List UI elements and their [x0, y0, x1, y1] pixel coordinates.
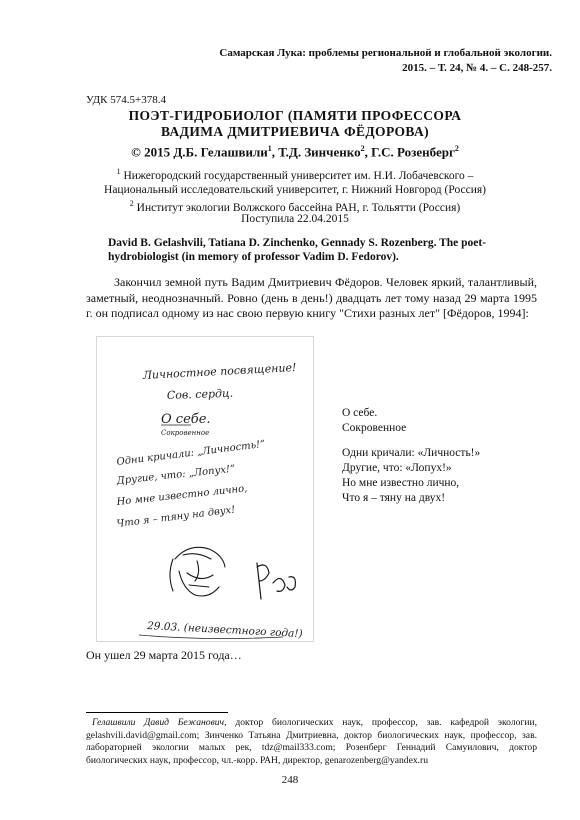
- affiliation-1: [60, 165, 530, 183]
- author-3: , Г.С. Розенберг: [364, 144, 455, 160]
- poem-line-1: Одни кричали: «Личность!»: [342, 447, 481, 459]
- sketch-drawing: [170, 547, 225, 596]
- author-2-affiliation: 2: [360, 144, 365, 153]
- title-line-2: ВАДИМА ДМИТРИЕВИЧА ФЁДОРОВА): [160, 124, 430, 139]
- body-paragraph: Закончил земной путь Вадим Дмитриевич Фёдоров. Человек яркий, талантливый, заметный, неоднозначный. Ровно (день в день!) двадцать лет тому назад 29 марта 1995 г. он подписал одному из нас свою первую книгу "Стихи разных лет" [Фёдоров, 1994]:: [86, 275, 537, 320]
- received-date: Поступила 22.04.2015: [241, 213, 349, 225]
- page-number: 248: [281, 774, 299, 786]
- affiliation-1-marker: 1: [116, 167, 121, 176]
- author-2: , Т.Д. Зинченко: [271, 144, 361, 160]
- closing-sentence: Он ушел 29 марта 2015 года…: [86, 648, 242, 662]
- handwriting-subheading: Сокровенное: [161, 429, 210, 437]
- author-1: © 2015 Д.Б. Гелашвили: [131, 144, 268, 160]
- poem-subtitle: Сокровенное: [342, 422, 407, 434]
- poem-line-3: Но мне известно лично,: [342, 477, 460, 489]
- affiliation-2: [60, 197, 530, 215]
- footnote-divider: [86, 712, 228, 713]
- footnote-first-author-name: Гелашвили Давид Бежанович: [92, 717, 225, 728]
- handwriting-date: 29.03. (неизвестного года!): [146, 620, 303, 641]
- article-title: [60, 108, 530, 140]
- signature-mark: [257, 563, 295, 599]
- handwriting-poem-1: Одни кричали: „Личность!“: [116, 438, 266, 468]
- poem-line-2: Другие, что: «Лопух!»: [342, 462, 452, 474]
- handwriting-poem-4: Что я – тяну на двух!: [116, 504, 236, 530]
- handwriting-signature-line: Сов. сердц.: [166, 386, 234, 402]
- handwriting-heading: О себе.: [161, 412, 211, 427]
- handwriting-poem-2: Другие, что: „Лопух!“: [116, 463, 236, 487]
- poem-transcription: [342, 406, 542, 506]
- journal-title: Самарская Лука: проблемы региональной и глобальной экологии.: [219, 47, 552, 59]
- author-3-affiliation: 2: [454, 144, 459, 153]
- handwritten-dedication-image: [96, 336, 314, 642]
- affiliation-2-marker: 2: [129, 198, 134, 208]
- affiliations: [60, 165, 530, 215]
- author-1-affiliation: 1: [267, 144, 272, 153]
- handwriting-dedication: Личностное посвящение!: [142, 360, 297, 382]
- author-footnote: [86, 717, 537, 767]
- handwriting-poem-3: Но мне известно лично,: [116, 483, 248, 508]
- affiliation-1-line-2: Национальный исследовательский университет, г. Нижний Новгород (Россия): [104, 183, 486, 196]
- title-line-1: ПОЭТ-ГИДРОБИОЛОГ (ПАМЯТИ ПРОФЕССОРА: [128, 108, 462, 123]
- journal-citation: [140, 46, 552, 76]
- affiliation-1-line-1: Нижегородский государственный университет им. Н.И. Лобачевского –: [123, 169, 474, 182]
- footnote-text: , доктор биологических наук, профессор, зав. кафедрой экологии, gelashvili.david@gmail.com; Зинченко Татьяна Дмитриевна, доктор биологических наук, профессор, зав. лабораторией экологии малых рек, tdz@mail333.com; Розенберг Геннадий Самуилович, доктор биологических наук, профессор, чл.-корр. РАН, директор, genarozenberg@yandex.ru: [86, 717, 537, 766]
- journal-volume: 2015. – Т. 24, № 4. – С. 248-257.: [402, 62, 552, 74]
- author-list: [60, 144, 530, 160]
- poem-title: О себе.: [342, 407, 378, 419]
- udk-code: УДК 574.5+378.4: [86, 94, 166, 106]
- affiliation-2-line-1: Институт экологии Волжского бассейна РАН, г. Тольятти (Россия): [136, 201, 461, 214]
- poem-line-4: Что я – тяну на двух!: [342, 492, 446, 504]
- english-title: David B. Gelashvili, Tatiana D. Zinchenko, Gennady S. Rozenberg. The poet-hydrobiologist (in memory of professor Vadim D. Fedorov).: [108, 237, 487, 263]
